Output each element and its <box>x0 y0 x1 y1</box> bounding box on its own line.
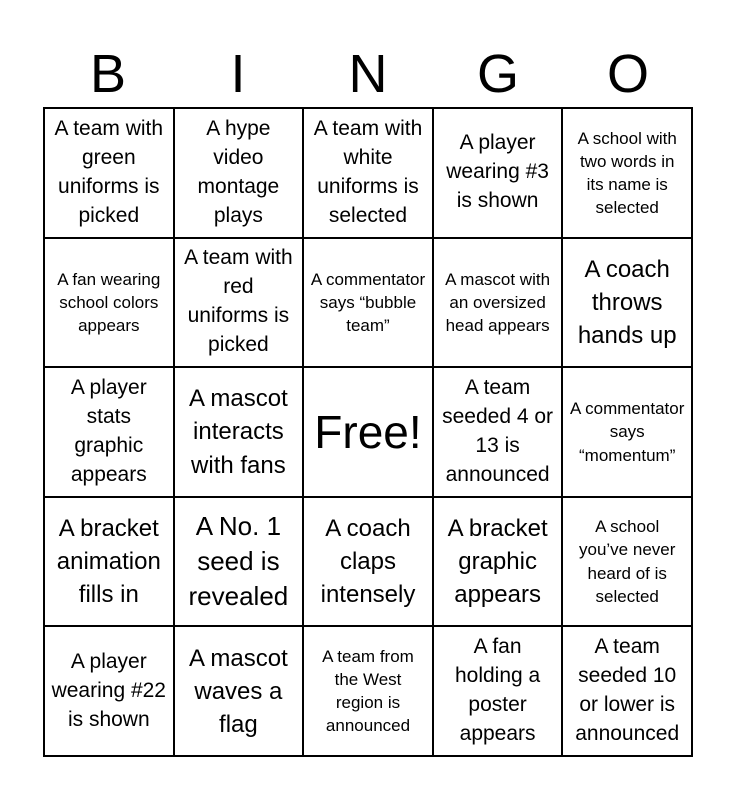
header-letter-n: N <box>348 44 388 104</box>
bingo-cell[interactable]: A No. 1 seed is revealed <box>174 497 304 627</box>
header-letter-o: O <box>606 44 649 104</box>
bingo-cell[interactable]: A hype video montage plays <box>174 108 304 238</box>
bingo-cell[interactable]: A mascot with an oversized head appears <box>433 238 563 368</box>
bingo-cell[interactable]: A player stats graphic appears <box>44 367 174 497</box>
bingo-cell[interactable]: A player wearing #3 is shown <box>433 108 563 238</box>
bingo-cell[interactable]: A player wearing #22 is shown <box>44 626 174 756</box>
header-letter-i: I <box>230 44 246 104</box>
bingo-cell[interactable]: A commentator says “bubble team” <box>303 238 433 368</box>
bingo-cell[interactable]: A mascot waves a flag <box>174 626 304 756</box>
bingo-cell[interactable]: A bracket animation fills in <box>44 497 174 627</box>
bingo-cell[interactable]: A school with two words in its name is selected <box>562 108 692 238</box>
bingo-cell[interactable]: A team with red uniforms is picked <box>174 238 304 368</box>
header-letter-b: B <box>89 44 127 104</box>
bingo-cell[interactable]: A fan wearing school colors appears <box>44 238 174 368</box>
bingo-cell[interactable]: A team seeded 10 or lower is announced <box>562 626 692 756</box>
bingo-cell[interactable]: A fan holding a poster appears <box>433 626 563 756</box>
bingo-header <box>43 40 693 108</box>
bingo-cell[interactable]: A team from the West region is announced <box>303 626 433 756</box>
bingo-cell[interactable]: A coach throws hands up <box>562 238 692 368</box>
bingo-cell[interactable]: A school you’ve never heard of is selected <box>562 497 692 627</box>
header-letter-g: G <box>476 44 519 104</box>
free-space-cell[interactable]: Free! <box>303 367 433 497</box>
bingo-cell[interactable]: A team seeded 4 or 13 is announced <box>433 367 563 497</box>
bingo-cell[interactable]: A team with white uniforms is selected <box>303 108 433 238</box>
bingo-cell[interactable]: A coach claps intensely <box>303 497 433 627</box>
bingo-cell[interactable]: A mascot interacts with fans <box>174 367 304 497</box>
bingo-grid <box>43 107 693 757</box>
bingo-cell[interactable]: A team with green uniforms is picked <box>44 108 174 238</box>
bingo-cell[interactable]: A bracket graphic appears <box>433 497 563 627</box>
bingo-cell[interactable]: A commentator says “momentum” <box>562 367 692 497</box>
